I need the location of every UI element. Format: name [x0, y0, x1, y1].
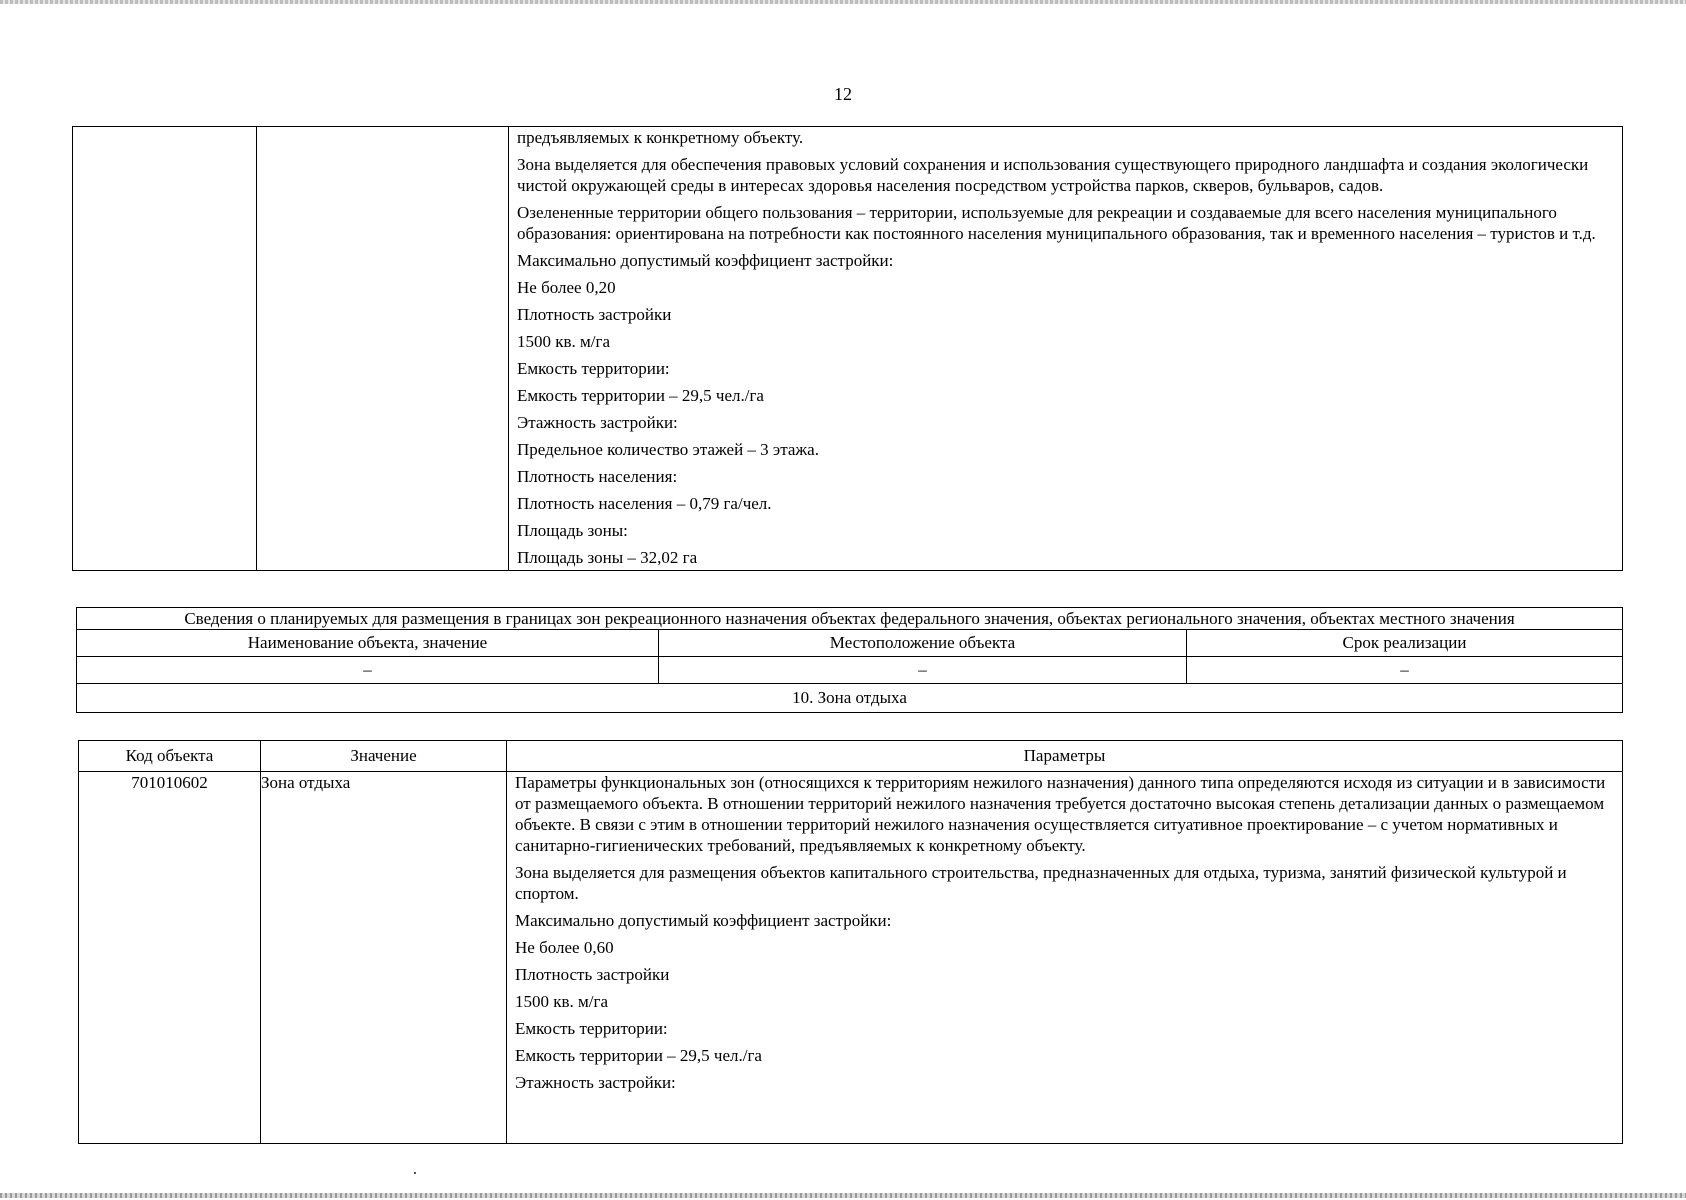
- empty-code-cell: [73, 127, 257, 571]
- paragraph: Зона выделяется для обеспечения правовых условий сохранения и использования существующего природного ландшафта и создания экологически чистой окружающей среды в интересах здоровья населения посредством устройства парков, скверов, бульваров, садов.: [517, 155, 1589, 195]
- paragraph: Озелененные территории общего пользования – территории, используемые для рекреации и создаваемые для всего населения муниципального образования: ориентирована на потребности как постоянного населения муниципального образования, так и временного населения – туристов и т.д.: [517, 203, 1596, 243]
- paragraph: Емкость территории:: [515, 1019, 668, 1038]
- paragraph: Площадь зоны:: [517, 521, 628, 540]
- paragraph: Емкость территории:: [517, 359, 670, 378]
- paragraph: Емкость территории – 29,5 чел./га: [515, 1046, 762, 1065]
- column-header-code: Код объекта: [79, 741, 261, 772]
- paragraph: Этажность застройки:: [515, 1073, 676, 1092]
- table-row: [79, 772, 1623, 1144]
- table-row: [77, 657, 1623, 684]
- planned-objects-table: [76, 607, 1623, 713]
- column-header: Местоположение объекта: [659, 630, 1187, 657]
- paragraph: Предельное количество этажей – 3 этажа.: [517, 440, 819, 459]
- paragraph: 1500 кв. м/га: [517, 332, 611, 351]
- table-cell: –: [77, 657, 659, 684]
- paragraph: Площадь зоны – 32,02 га: [517, 548, 698, 567]
- table-row: [77, 684, 1623, 713]
- scan-edge-bottom: [0, 1193, 1686, 1198]
- paragraph: Зона выделяется для размещения объектов капитального строительства, предназначенных для отдыха, туризма, занятий физической культурой и спортом.: [515, 863, 1567, 903]
- table-row: [77, 608, 1623, 630]
- paragraph: Емкость территории – 29,5 чел./га: [517, 386, 764, 405]
- paragraph: Максимально допустимый коэффициент застройки:: [517, 251, 894, 270]
- table-cell: –: [659, 657, 1187, 684]
- paragraph: Параметры функциональных зон (относящихся к территориям нежилого назначения) данного типа определяются исходя из ситуации и в зависимости от размещаемого объекта. В отношении территорий нежилого назначения требуется достаточно высокая степень детализации данных о размещаемом объекте. В связи с этим в отношении территорий нежилого назначения осуществляется ситуативное проектирование – с учетом нормативных и санитарно-гигиенических требований, предъявляемых к конкретному объекту.: [515, 773, 1606, 855]
- zone-10-table: [78, 740, 1623, 1144]
- object-code: 701010602: [79, 772, 261, 1144]
- column-header: Срок реализации: [1187, 630, 1623, 657]
- zone-params-cell: [507, 772, 1623, 1144]
- table-header-row: [79, 741, 1623, 772]
- paragraph: Этажность застройки:: [517, 413, 678, 432]
- paragraph: Плотность населения:: [517, 467, 678, 486]
- paragraph: Не более 0,60: [515, 938, 614, 957]
- upper-zone-table: [72, 126, 1623, 571]
- column-header-name: Значение: [261, 741, 507, 772]
- column-header-params: Параметры: [507, 741, 1623, 772]
- zone-title: 10. Зона отдыха: [77, 684, 1623, 713]
- column-header: Наименование объекта, значение: [77, 630, 659, 657]
- table-header-row: [77, 630, 1623, 657]
- planned-objects-title: Сведения о планируемых для размещения в границах зон рекреационного назначения объектах федерального значения, объектах регионального значения, объектах местного значения: [77, 608, 1623, 630]
- paragraph: Плотность застройки: [515, 965, 670, 984]
- table-row: [73, 127, 1623, 571]
- paragraph: Максимально допустимый коэффициент застройки:: [515, 911, 892, 930]
- paragraph: 1500 кв. м/га: [515, 992, 609, 1011]
- page-number: 12: [834, 84, 852, 104]
- scan-speck: [414, 1172, 416, 1174]
- scan-edge-top: [0, 0, 1686, 4]
- paragraph: Не более 0,20: [517, 278, 616, 297]
- paragraph: Плотность населения – 0,79 га/чел.: [517, 494, 772, 513]
- table-cell: –: [1187, 657, 1623, 684]
- empty-name-cell: [257, 127, 509, 571]
- object-name: Зона отдыха: [261, 772, 507, 1144]
- paragraph: Плотность застройки: [517, 305, 672, 324]
- upper-params-cell: [509, 127, 1623, 571]
- paragraph: предъявляемых к конкретному объекту.: [517, 128, 804, 147]
